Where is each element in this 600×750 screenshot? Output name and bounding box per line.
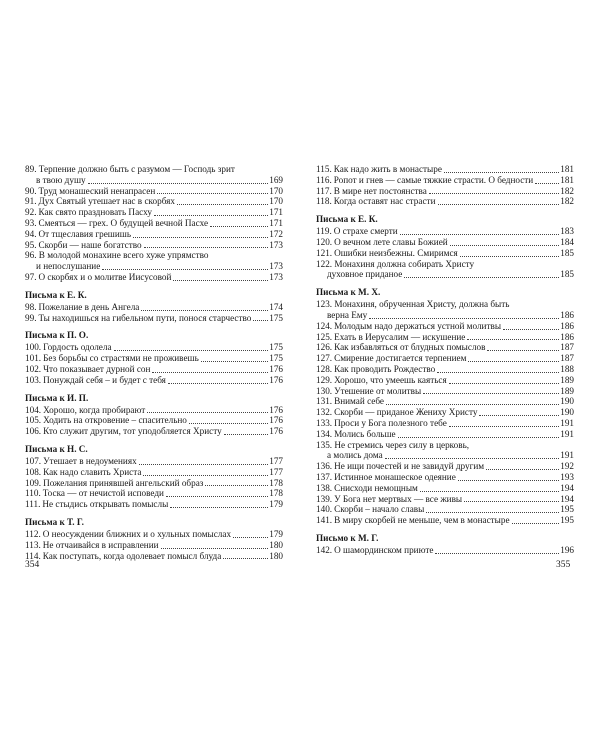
entry-page-number: 187 (560, 353, 574, 364)
entry-title-line: Когда оставят нас страсти (333, 196, 436, 207)
toc-entry (316, 186, 574, 197)
section-heading: Письма к Е. К. (25, 289, 87, 300)
toc-entry (25, 478, 283, 489)
dot-leader (486, 469, 559, 470)
dot-leader (223, 558, 268, 559)
entry-number: 123. (316, 299, 333, 310)
entry-title-line: Труд монашеский ненапрасен (38, 185, 156, 196)
toc-entry (316, 226, 574, 237)
dot-leader (444, 172, 559, 173)
entry-number: 131. (316, 396, 333, 407)
entry-title-line: Как надо жить в монастыре (333, 164, 442, 174)
entry-page-number: 173 (269, 261, 283, 272)
entry-title-line: Молись больше (334, 428, 396, 439)
dot-leader (88, 183, 269, 184)
entry-title-line: Хорошо, что умеешь каяться (334, 374, 447, 385)
entry-title-line: Смеяться — грех. О будущей вечной Пасхе (38, 217, 209, 228)
entry-page-number: 174 (269, 301, 283, 312)
entry-page-number: 186 (560, 309, 574, 320)
entry-page-number: 173 (269, 271, 283, 282)
entry-title-line: О скорбях и о молитве Иисусовой (38, 271, 172, 282)
entry-number: 101. (25, 353, 42, 364)
entry-title-line: в твою душу (36, 174, 86, 185)
entry-number: 112. (25, 528, 41, 539)
entry-number: 95. (25, 239, 37, 250)
dot-leader (168, 383, 268, 384)
toc-entry (25, 353, 283, 364)
entry-number: 98. (25, 301, 37, 312)
dot-leader (404, 277, 559, 278)
toc-entry (25, 207, 283, 218)
entry-number: 96. (25, 250, 37, 261)
entry-number: 124. (316, 320, 333, 331)
entry-page-number: 195 (560, 515, 574, 526)
dot-leader (161, 548, 269, 549)
entry-title-line: Проси у Бога полезного тебе (334, 417, 447, 428)
toc-entry (25, 551, 283, 562)
entry-title-line: Не отчаивайся в исправлении (42, 539, 159, 550)
entry-title-line: Монахиня должна собирать Христу (334, 258, 475, 269)
dot-leader (426, 512, 559, 513)
page-number-right: 355 (556, 560, 571, 570)
entry-title-line: Как избавляться от блудных помыслов (334, 342, 486, 353)
toc-entry (316, 248, 574, 259)
section-heading: Письма к Т. Г. (25, 516, 84, 527)
toc-entry (316, 483, 574, 494)
toc-entry (25, 405, 283, 416)
entry-page-number: 180 (269, 539, 283, 550)
dot-leader (152, 372, 268, 373)
entry-number: 120. (316, 236, 333, 247)
entry-page-number: 195 (560, 504, 574, 515)
toc-entry (316, 237, 574, 248)
entry-title-line: Ошибки неизбежны. Смиримся (334, 247, 458, 258)
entry-number: 105. (25, 415, 42, 426)
entry-title-line: Истинное монашеское одеяние (334, 471, 456, 482)
entry-page-number: 176 (269, 363, 283, 374)
entry-number: 93. (25, 217, 37, 228)
toc-entry (316, 429, 574, 440)
dot-leader (205, 485, 268, 486)
entry-page-number: 189 (560, 385, 574, 396)
dot-leader (464, 501, 559, 502)
dot-leader (210, 226, 268, 227)
toc-entry (316, 375, 574, 386)
dot-leader (503, 329, 559, 330)
entry-number: 139. (316, 493, 333, 504)
entry-title-line: Терпение должно быть с разумом — Господь зрит (38, 164, 235, 174)
section-heading: Письмо к М. Г. (316, 532, 379, 543)
entry-number: 116. (316, 174, 332, 185)
entry-number: 129. (316, 374, 333, 385)
toc-entry (25, 342, 283, 353)
entry-page-number: 170 (269, 185, 283, 196)
entry-page-number: 179 (269, 499, 283, 510)
dot-leader (369, 318, 559, 319)
dot-leader (458, 480, 559, 481)
entry-number: 117. (316, 185, 332, 196)
dot-leader (141, 310, 268, 311)
right-page-contents (316, 164, 574, 556)
entry-page-number: 181 (560, 174, 574, 185)
dot-leader (177, 204, 268, 205)
entry-title-line: верна Ему (327, 309, 368, 320)
entry-number: 106. (25, 426, 42, 437)
dot-leader (114, 350, 269, 351)
toc-entry (25, 375, 283, 386)
toc-entry (316, 321, 574, 332)
entry-number: 138. (316, 482, 333, 493)
entry-page-number: 190 (560, 407, 574, 418)
entry-page-number: 169 (269, 174, 283, 185)
entry-title-line: Ропот и гнев — самые тяжкие страсти. О бедности (333, 174, 534, 185)
entry-title-line: Пожелание в день Ангела (38, 301, 140, 312)
entry-page-number: 177 (269, 466, 283, 477)
entry-title-line: Что показывает дурной сон (43, 363, 151, 374)
dot-leader (253, 320, 268, 321)
toc-entry (25, 240, 283, 251)
entry-number: 114. (25, 550, 41, 561)
entry-page-number: 172 (269, 228, 283, 239)
toc-entry (316, 342, 574, 353)
entry-page-number: 185 (560, 247, 574, 258)
entry-title-line: духовное приданое (327, 269, 403, 280)
entry-number: 128. (316, 363, 333, 374)
entry-number: 92. (25, 207, 37, 218)
entry-number: 115. (316, 164, 332, 174)
entry-title-line: Ехать в Иерусалим — искушение (334, 331, 466, 342)
entry-number: 102. (25, 363, 42, 374)
entry-title-line: В молодой монахине всего хуже упрямство (38, 250, 209, 261)
entry-title-line: Как поступать, когда одолевает помысл блуда (42, 550, 222, 561)
dot-leader (154, 215, 268, 216)
toc-entry (316, 440, 574, 462)
entry-title-line: Монахиня, обрученная Христу, должна быть (334, 299, 510, 310)
entry-title-line: Без борьбы со страстями не проживешь (43, 353, 199, 364)
toc-entry (316, 494, 574, 505)
toc-entry (25, 196, 283, 207)
entry-title-line: В миру скорбей не меньше, чем в монастыре (334, 515, 510, 526)
entry-number: 94. (25, 228, 37, 239)
section-heading: Письма к Е. К. (316, 214, 378, 225)
entry-page-number: 178 (269, 477, 283, 488)
entry-number: 125. (316, 331, 333, 342)
entry-page-number: 183 (560, 226, 574, 237)
entry-page-number: 191 (560, 450, 574, 461)
toc-entry (316, 407, 574, 418)
dot-leader (157, 193, 268, 194)
toc-entry (316, 472, 574, 483)
entry-title-line: О вечном лете славы Божией (334, 236, 448, 247)
entry-title-line: О страхе смерти (333, 226, 398, 237)
dot-leader (449, 426, 559, 427)
toc-entry (316, 196, 574, 207)
dot-leader (398, 437, 560, 438)
toc-entry (25, 164, 283, 186)
entry-title-line: Скорби — наше богатство (38, 239, 142, 250)
toc-entry (316, 545, 574, 556)
entry-title-line: Дух Святый утешает нас в скорбях (38, 196, 175, 207)
dot-leader (468, 361, 559, 362)
entry-page-number: 186 (560, 331, 574, 342)
toc-entry (25, 499, 283, 510)
toc-entry (316, 504, 574, 515)
entry-number: 122. (316, 258, 333, 269)
entry-page-number: 186 (560, 320, 574, 331)
section-heading: Письма к М. Х. (316, 287, 381, 298)
entry-number: 113. (25, 539, 41, 550)
entry-page-number: 192 (560, 461, 574, 472)
toc-entry (25, 302, 283, 313)
toc-entry (25, 456, 283, 467)
entry-page-number: 194 (560, 493, 574, 504)
dot-leader (512, 523, 560, 524)
entry-number: 118. (316, 196, 332, 207)
page-number-left: 354 (25, 560, 40, 570)
entry-title-line: У Бога нет мертвых — все живы (334, 493, 463, 504)
dot-leader (385, 458, 560, 459)
dot-leader (420, 491, 559, 492)
entry-title-line: В мире нет постоянства (333, 185, 427, 196)
entry-number: 136. (316, 461, 333, 472)
dot-leader (173, 280, 268, 281)
toc-entry (25, 540, 283, 551)
dot-leader (170, 507, 268, 508)
entry-title-line: Гордость одолела (43, 342, 112, 353)
toc-entry (25, 467, 283, 478)
entry-title-line: Хорошо, когда пробирают (43, 404, 146, 415)
dot-leader (133, 237, 268, 238)
entry-page-number: 181 (560, 164, 574, 174)
toc-entry (25, 229, 283, 240)
entry-number: 140. (316, 504, 333, 515)
dot-leader (166, 496, 268, 497)
left-page-contents (25, 164, 283, 561)
entry-number: 97. (25, 271, 37, 282)
dot-leader (479, 415, 559, 416)
entry-title-line: Внимай себе (334, 396, 384, 407)
entry-number: 133. (316, 417, 333, 428)
entry-title-line: Скорби – начало славы (334, 504, 425, 515)
toc-entry (25, 313, 283, 324)
entry-number: 110. (25, 488, 41, 499)
dot-leader (102, 269, 268, 270)
entry-number: 107. (25, 455, 42, 466)
entry-title-line: Ты находишься на гибельном пути, понося старчество (38, 312, 252, 323)
entry-page-number: 185 (560, 269, 574, 280)
entry-title-line: Снисходи немощным (334, 482, 418, 493)
toc-entry (25, 272, 283, 283)
dot-leader (400, 234, 560, 235)
entry-page-number: 190 (560, 396, 574, 407)
entry-number: 91. (25, 196, 37, 207)
entry-number: 108. (25, 466, 42, 477)
dot-leader (438, 204, 560, 205)
section-heading: Письма к П. О. (25, 330, 89, 341)
entry-number: 89. (25, 164, 37, 174)
entry-page-number: 173 (269, 239, 283, 250)
entry-page-number: 179 (269, 528, 283, 539)
dot-leader (535, 183, 559, 184)
dot-leader (233, 537, 268, 538)
dot-leader (224, 434, 268, 435)
entry-title-line: Не стыдись открывать помыслы (42, 499, 169, 510)
entry-title-line: Скорби — приданое Жениху Христу (334, 407, 478, 418)
entry-page-number: 171 (269, 207, 283, 218)
entry-number: 104. (25, 404, 42, 415)
entry-title-line: О шамординском приюте (334, 544, 434, 555)
entry-title-line: Пожелания принявшей ангельский образ (43, 477, 204, 488)
entry-page-number: 182 (560, 196, 574, 207)
entry-title-line: Не ищи почестей и не завидуй другим (334, 461, 485, 472)
toc-entry (316, 353, 574, 364)
entry-title-line: Кто служит другим, тот уподобляется Христу (43, 426, 222, 437)
entry-title-line: Понуждай себя – и будет с тебя (43, 374, 166, 385)
entry-page-number: 191 (560, 417, 574, 428)
dot-leader (201, 361, 268, 362)
dot-leader (147, 412, 268, 413)
toc-entry (316, 386, 574, 397)
toc-entry (316, 515, 574, 526)
toc-entry (25, 186, 283, 197)
entry-number: 142. (316, 544, 333, 555)
entry-number: 111. (25, 499, 41, 510)
entry-number: 109. (25, 477, 42, 488)
dot-leader (429, 193, 559, 194)
toc-entry (316, 299, 574, 321)
dot-leader (467, 339, 559, 340)
entry-title-line: Как проводить Рождество (334, 363, 436, 374)
entry-title-line: а молись дома (327, 450, 383, 461)
dot-leader (460, 256, 559, 257)
toc-entry (25, 250, 283, 272)
toc-entry (316, 364, 574, 375)
entry-page-number: 170 (269, 196, 283, 207)
toc-entry (316, 175, 574, 186)
entry-title-line: От тщеславия грешишь (38, 228, 132, 239)
dot-leader (386, 404, 559, 405)
entry-page-number: 187 (560, 342, 574, 353)
entry-number: 121. (316, 247, 333, 258)
entry-title-line: Как надо славить Христа (43, 466, 142, 477)
entry-page-number: 175 (269, 353, 283, 364)
entry-page-number: 180 (269, 550, 283, 561)
entry-title-line: Ходить на откровение – спасительно (43, 415, 187, 426)
entry-title-line: и непослушание (36, 261, 101, 272)
entry-page-number: 193 (560, 471, 574, 482)
dot-leader (487, 350, 559, 351)
entry-title-line: О неосуждении ближних и о хульных помыслах (42, 528, 232, 539)
dot-leader (437, 372, 559, 373)
toc-entry (25, 218, 283, 229)
entry-page-number: 176 (269, 426, 283, 437)
section-heading: Письма к И. П. (25, 392, 89, 403)
entry-title-line: Как свято праздновать Пасху (38, 207, 152, 218)
entry-number: 103. (25, 374, 42, 385)
toc-entry (316, 259, 574, 281)
entry-number: 99. (25, 312, 37, 323)
toc-entry (25, 488, 283, 499)
entry-page-number: 184 (560, 236, 574, 247)
entry-page-number: 171 (269, 217, 283, 228)
entry-page-number: 194 (560, 482, 574, 493)
dot-leader (435, 553, 559, 554)
section-heading: Письма к Н. С. (25, 443, 88, 454)
entry-number: 134. (316, 428, 333, 439)
dot-leader (450, 245, 560, 246)
entry-page-number: 178 (269, 488, 283, 499)
entry-page-number: 175 (269, 342, 283, 353)
dot-leader (143, 475, 268, 476)
entry-number: 119. (316, 226, 332, 237)
entry-number: 132. (316, 407, 333, 418)
entry-page-number: 191 (560, 428, 574, 439)
entry-page-number: 182 (560, 185, 574, 196)
toc-entry (316, 164, 574, 175)
entry-page-number: 175 (269, 312, 283, 323)
toc-entry (316, 396, 574, 407)
toc-entry (25, 364, 283, 375)
entry-title-line: Молодым надо держаться устной молитвы (334, 320, 501, 331)
entry-number: 135. (316, 439, 333, 450)
dot-leader (139, 464, 269, 465)
entry-page-number: 189 (560, 374, 574, 385)
dot-leader (144, 247, 269, 248)
entry-number: 126. (316, 342, 333, 353)
toc-entry (25, 529, 283, 540)
entry-page-number: 177 (269, 455, 283, 466)
entry-number: 90. (25, 185, 37, 196)
entry-number: 130. (316, 385, 333, 396)
dot-leader (449, 383, 559, 384)
entry-page-number: 176 (269, 374, 283, 385)
entry-title-line: Утешает в недоумениях (43, 455, 137, 466)
dot-leader (423, 393, 559, 394)
entry-title-line: Тоска — от нечистой исповеди (42, 488, 164, 499)
entry-number: 137. (316, 471, 333, 482)
entry-page-number: 176 (269, 415, 283, 426)
entry-title-line: Утешение от молитвы (334, 385, 422, 396)
entry-page-number: 196 (560, 544, 574, 555)
toc-entry (316, 418, 574, 429)
toc-entry (316, 332, 574, 343)
entry-page-number: 188 (560, 363, 574, 374)
toc-entry (316, 461, 574, 472)
entry-number: 127. (316, 353, 333, 364)
entry-title-line: Смирение достигается терпением (334, 353, 467, 364)
entry-page-number: 176 (269, 404, 283, 415)
entry-number: 141. (316, 515, 333, 526)
dot-leader (189, 423, 268, 424)
entry-title-line: Не стремись через силу в церковь, (334, 439, 470, 450)
toc-entry (25, 415, 283, 426)
entry-number: 100. (25, 342, 42, 353)
toc-entry (25, 426, 283, 437)
